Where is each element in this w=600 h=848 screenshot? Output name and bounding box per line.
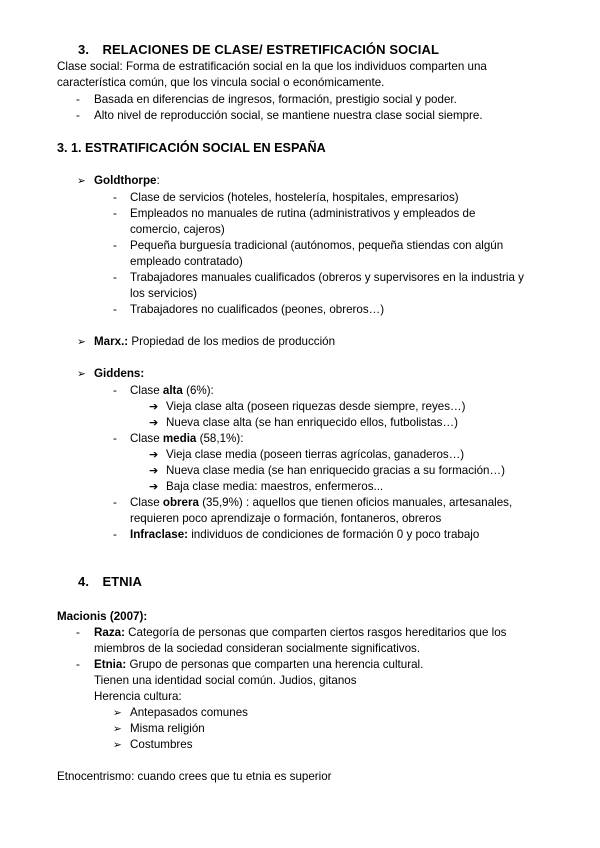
list-item: Trabajadores manuales cualificados (obreros y supervisores en la industria y: [130, 271, 524, 284]
dash-bullet: -: [113, 384, 117, 397]
dash-bullet: -: [113, 271, 117, 284]
chevron-bullet-icon: ➢: [77, 175, 86, 187]
clase-alta: [130, 383, 214, 399]
dash-bullet: -: [113, 496, 117, 509]
dash-bullet: -: [113, 528, 117, 541]
herencia-item: Antepasados comunes: [130, 706, 248, 719]
bullet-text: Alto nivel de reproducción social, se mantiene nuestra clase social siempre.: [94, 109, 483, 122]
intro-line-2: característica común, que los vincula social o económicamente.: [57, 76, 385, 89]
bullet-text: Basada en diferencias de ingresos, formación, prestigio social y poder.: [94, 93, 457, 106]
arrow-right-icon: ➔: [149, 401, 159, 413]
section-4-heading: [78, 574, 142, 590]
chevron-bullet-icon: ➢: [113, 723, 122, 735]
goldthorpe-label: [94, 173, 160, 189]
clase-obrera-cont: requieren poco aprendizaje o formación, fontaneros, obreros: [130, 512, 442, 525]
bold-term: Raza:: [94, 626, 125, 639]
dash-bullet: -: [76, 109, 80, 122]
text: (58,1%):: [196, 432, 244, 445]
sub-item: Vieja clase media (poseen tierras agrícolas, ganaderos…): [166, 448, 465, 461]
dash-bullet: -: [76, 93, 80, 106]
colon: :: [156, 174, 160, 187]
giddens-label: [94, 366, 144, 382]
sub-item: Nueva clase media (se han enriquecido gracias a su formación…): [166, 464, 505, 477]
text: Categoría de personas que comparten ciertos rasgos hereditarios que los: [124, 626, 507, 639]
text: Clase: [130, 432, 163, 445]
chevron-bullet-icon: ➢: [113, 739, 122, 751]
arrow-right-icon: ➔: [149, 417, 159, 429]
chevron-bullet-icon: ➢: [77, 368, 86, 380]
list-item: Empleados no manuales de rutina (administrativos y empleados de: [130, 207, 476, 220]
list-item-cont: comercio, cajeros): [130, 223, 225, 236]
herencia-item: Costumbres: [130, 738, 193, 751]
section-number: 3.: [78, 42, 90, 57]
dash-bullet: -: [76, 626, 80, 639]
dash-bullet: -: [113, 303, 117, 316]
list-item: Clase de servicios (hoteles, hostelería, hospitales, empresarios): [130, 191, 459, 204]
sub-item: Baja clase media: maestros, enfermeros...: [166, 480, 384, 493]
etnocentrismo-def: Etnocentrismo: cuando crees que tu etnia es superior: [57, 770, 332, 783]
text: Grupo de personas que comparten una herencia cultural.: [126, 658, 424, 671]
author-name: Macionis (2007):: [57, 610, 148, 623]
bold-term: alta: [162, 384, 183, 397]
section-title: ETNIA: [102, 574, 142, 589]
list-item-cont: los servicios): [130, 287, 197, 300]
arrow-right-icon: ➔: [149, 481, 159, 493]
clase-media: [130, 431, 243, 447]
author-name: Giddens:: [94, 367, 145, 380]
bold-term: obrera: [162, 496, 199, 509]
bold-term: media: [162, 432, 197, 445]
marx-text: Propiedad de los medios de producción: [131, 335, 336, 348]
chevron-bullet-icon: ➢: [77, 336, 86, 348]
arrow-right-icon: ➔: [149, 449, 159, 461]
dash-bullet: -: [113, 207, 117, 220]
text: Clase: [130, 496, 163, 509]
etnia-def-cont: Tienen una identidad social común. Judios, gitanos: [94, 674, 357, 687]
herencia-item: Misma religión: [130, 722, 205, 735]
text: (35,9%) : aquellos que tienen oficios manuales, artesanales,: [198, 496, 513, 509]
text: individuos de condiciones de formación 0 y poco trabajo: [188, 528, 480, 541]
dash-bullet: -: [113, 432, 117, 445]
author-name: Marx.:: [94, 335, 129, 348]
raza-def-cont: miembros de la sociedad consideran socialmente significativos.: [94, 642, 421, 655]
clase-obrera: [130, 495, 512, 511]
etnia-def: [94, 657, 423, 673]
section-3-heading: [78, 42, 439, 58]
dash-bullet: -: [113, 191, 117, 204]
dash-bullet: -: [76, 658, 80, 671]
intro-line-1: Clase social: Forma de estratificación social en la que los individuos comparten una: [57, 60, 487, 73]
text: (6%):: [182, 384, 214, 397]
sub-item: Vieja clase alta (poseen riquezas desde siempre, reyes…): [166, 400, 466, 413]
author-name: Goldthorpe: [94, 174, 157, 187]
section-3-1-heading: 3. 1. ESTRATIFICACIÓN SOCIAL EN ESPAÑA: [57, 141, 326, 155]
bold-term: Etnia:: [94, 658, 127, 671]
herencia-label: Herencia cultura:: [94, 690, 182, 703]
list-item: Pequeña burguesía tradicional (autónomos, pequeña stiendas con algún: [130, 239, 504, 252]
sub-item: Nueva clase alta (se han enriquecido ellos, futbolistas…): [166, 416, 458, 429]
infraclase: [130, 527, 479, 543]
arrow-right-icon: ➔: [149, 465, 159, 477]
list-item-cont: empleado contratado): [130, 255, 243, 268]
list-item: Trabajadores no cualificados (peones, obreros…): [130, 303, 385, 316]
section-number: 4.: [78, 574, 90, 589]
marx-line: [94, 334, 335, 350]
macionis-label: [57, 609, 147, 625]
text: Clase: [130, 384, 163, 397]
bold-term: Infraclase:: [130, 528, 188, 541]
dash-bullet: -: [113, 239, 117, 252]
section-title: RELACIONES DE CLASE/ ESTRETIFICACIÓN SOCIAL: [102, 42, 440, 57]
raza-def: [94, 625, 506, 641]
chevron-bullet-icon: ➢: [113, 707, 122, 719]
